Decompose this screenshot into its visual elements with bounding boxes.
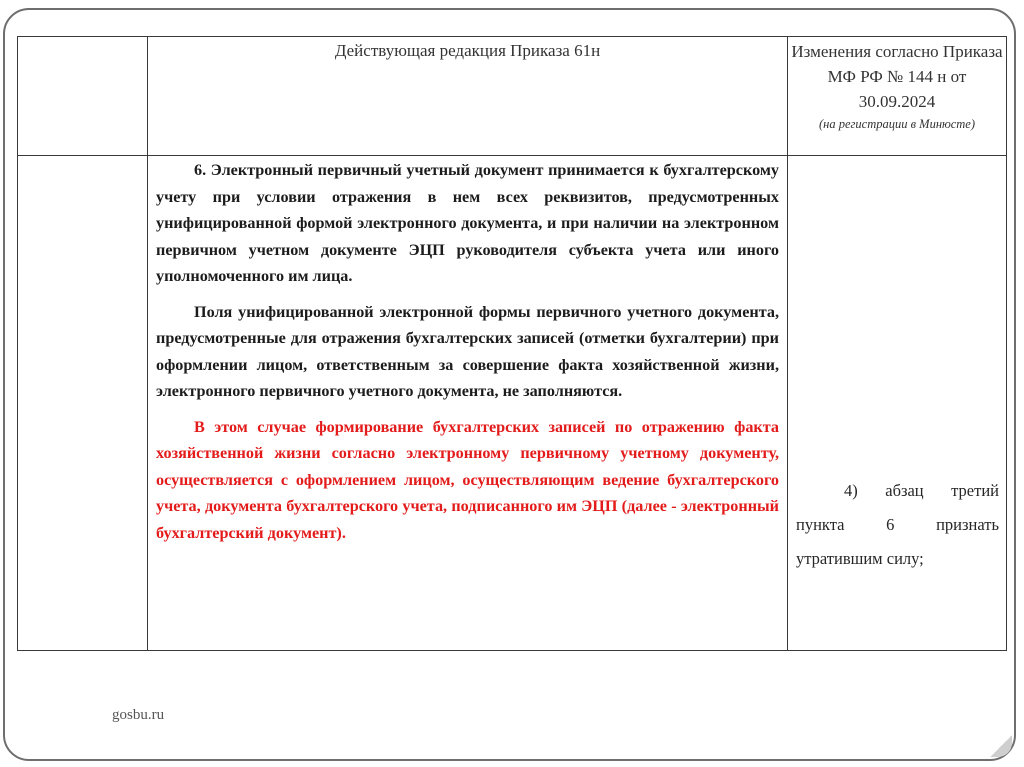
table-header-row (18, 37, 1007, 156)
body-empty-cell (18, 156, 148, 651)
current-edition-text (148, 156, 788, 651)
comparison-table (17, 36, 1007, 651)
footer-source: gosbu.ru (112, 707, 165, 723)
paragraph-1: 6. Электронный первичный учетный документ принимается к бухгалтерскому учету при условии отражения в нем всех реквизитов, предусмотренных унифицированной формой электронного документа, и при наличии на электронном первичном учетном документе ЭЦП руководителя субъекта учета или иного уполномоченного им лица. (156, 161, 779, 285)
current-edition-title: Действующая редакция Приказа 61н (334, 41, 601, 60)
page-curl-corner (990, 735, 1012, 757)
paragraph-3-removed: В этом случае формирование бухгалтерских записей по отражению факта хозяйственной жизни согласно электронному первичному учетному документу, осуществляется с оформлением лицом, осуществляющим ведение бухгалтерского учета, документа бухгалтерского учета, подписанного им ЭЦП (далее - электронный бухгалтерский документ). (156, 417, 779, 542)
changes-text: 4) абзац третий пункта 6 признать утратившим силу; (796, 481, 999, 568)
paragraph-2: Поля унифицированной электронной формы первичного учетного документа, предусмотренные для отражения бухгалтерских записей (отметки бухгалтерии) при оформлении лицом, ответственным за совершение факта хозяйственной жизни, электронного первичного учетного документа, не заполняются. (156, 302, 779, 400)
changes-title: Изменения согласно Приказа МФ РФ № 144 н от 30.09.2024 (791, 42, 1003, 111)
changes-cell (788, 156, 1007, 651)
changes-note: (на регистрации в Минюсте) (819, 117, 975, 131)
header-current-edition (148, 37, 788, 156)
header-changes (788, 37, 1007, 156)
header-empty-cell (18, 37, 148, 156)
table-body-row (18, 156, 1007, 651)
